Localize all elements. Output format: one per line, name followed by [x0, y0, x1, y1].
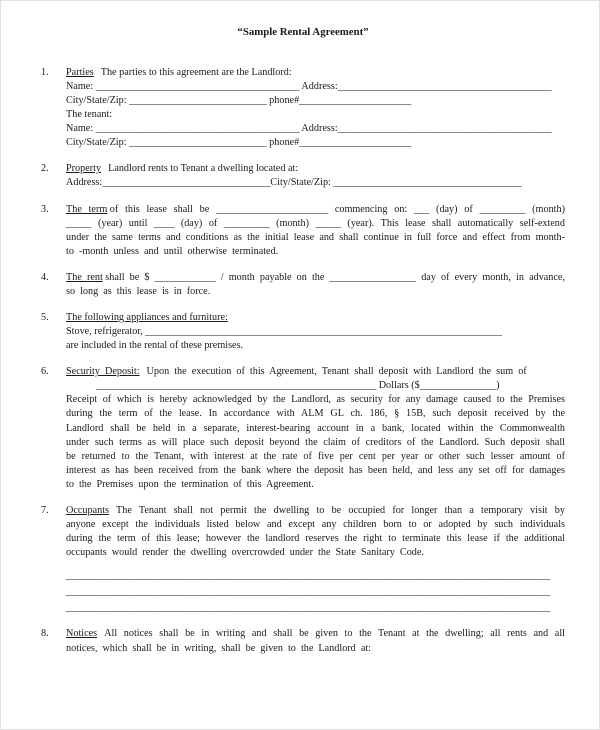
tenant-name-address-blanks: Name: ________________________________________ Address:__________________________________________ — [66, 123, 552, 135]
section-occupants-number: 7. — [41, 504, 49, 516]
section-notices-heading: Notices — [66, 628, 98, 640]
section-rent-body — [66, 271, 565, 299]
rent-paragraph — [66, 271, 565, 299]
appliances-closing-text: are included in the rental of these premises. — [66, 340, 244, 352]
section-appliances-number: 5. — [41, 311, 49, 323]
tenant-label: The tenant: — [66, 109, 113, 121]
deposit-intro-text: Upon the execution of this Agreement, Tenant shall deposit with Landlord the sum of — [146, 366, 527, 378]
section-security-deposit-body — [66, 365, 565, 492]
property-intro-text: Landlord rents to Tenant a dwelling located at: — [108, 163, 299, 175]
deposit-intro-line — [66, 365, 565, 379]
notices-text: All notices shall be in writing and shall be given to the Tenant at the dwelling; all rents and all notices, which shall be in writing, shall be given to the Landlord at: — [66, 628, 565, 654]
section-rent-number: 4. — [41, 271, 49, 283]
occupants-paragraph — [66, 504, 565, 560]
section-appliances-heading: The following appliances and furniture: — [66, 311, 228, 323]
section-parties-heading: Parties — [66, 66, 94, 78]
occupants-blank-line-1: _______________________________________________________________________________________________ — [66, 570, 550, 582]
property-address-blanks: Address:_________________________________City/State/Zip: _____________________________________ — [66, 177, 522, 189]
parties-intro-text: The parties to this agreement are the Landlord: — [100, 66, 292, 78]
landlord-name-address-blanks: Name: ________________________________________ Address:__________________________________________ — [66, 80, 552, 92]
document-title: “Sample Rental Agreement” — [237, 26, 369, 38]
section-property — [41, 162, 565, 190]
parties-intro-line — [66, 66, 565, 80]
section-notices-body — [66, 627, 565, 655]
section-parties-body — [66, 66, 565, 150]
section-occupants — [41, 504, 565, 616]
section-term-body — [66, 203, 565, 259]
section-property-body — [66, 162, 565, 190]
notices-paragraph — [66, 627, 565, 655]
section-notices — [41, 627, 565, 655]
section-notices-number: 8. — [41, 628, 49, 640]
section-occupants-body — [66, 504, 565, 616]
occupants-blank-line-3: _______________________________________________________________________________________________ — [66, 602, 550, 614]
section-parties — [41, 66, 565, 150]
section-property-heading: Property — [66, 163, 102, 175]
section-term-heading: The term — [66, 203, 108, 215]
section-appliances-body — [66, 311, 565, 353]
landlord-city-phone-blanks: City/State/Zip: ___________________________ phone#______________________ — [66, 95, 412, 107]
section-term — [41, 203, 565, 259]
property-intro-line — [66, 162, 565, 176]
section-rent-heading: The rent — [66, 271, 103, 283]
section-term-number: 3. — [41, 203, 49, 215]
section-parties-number: 1. — [41, 66, 49, 78]
occupants-blank-line-2: _______________________________________________________________________________________________ — [66, 586, 550, 598]
section-security-deposit-number: 6. — [41, 366, 49, 378]
rent-text: shall be $ ____________ / month payable on the _________________ day of every month, in advance, so long as this lease is in force. — [66, 271, 565, 297]
occupants-text: The Tenant shall not permit the dwelling to be occupied for longer than a temporary visit by anyone except the individuals listed below and except any children born to or adopted by such individuals during the term of this lease; however the landlord reserves the right to terminate this lease if the additional occupants would render the dwelling overcrowded under the State Sanitary Code. — [66, 504, 565, 559]
section-rent — [41, 271, 565, 299]
section-property-number: 2. — [41, 163, 49, 175]
term-paragraph — [66, 203, 565, 259]
section-security-deposit-heading: Security Deposit: — [66, 366, 140, 378]
section-security-deposit — [41, 365, 565, 492]
section-appliances — [41, 311, 565, 353]
section-occupants-heading: Occupants — [66, 504, 109, 516]
appliances-heading-line — [66, 311, 565, 325]
tenant-city-phone-blanks: City/State/Zip: ___________________________ phone#______________________ — [66, 137, 412, 149]
term-text: of this lease shall be ______________________ commencing on: ___ (day) of _________ (month) _____ (year) until ____ (day) of _________ (month) _____ (year). This lease shall automatically self-extend under the same terms and conditions as the initial lease and shall continue in full force and effect from month- to -month unless and until otherwise terminated. — [66, 203, 565, 257]
appliances-items-blanks: Stove, refrigerator, ______________________________________________________________________ — [66, 326, 502, 338]
deposit-amount-blanks: _______________________________________________________ Dollars ($_______________) — [96, 380, 500, 392]
deposit-terms-paragraph: Receipt of which is hereby acknowledged by the Landlord, as security for any damage caused to the Premises during the term of the lease. In accordance with ALM GL ch. 186, § 15B, such deposit received by the Landlord shall be held in a separate, interest-bearing account in a bank, located within the Commonwealth under such terms as will place such deposit beyond the claim of creditors of the Landlord. Such deposit shall be returned to the Tenant, with interest at the rate of five per cent per year or other such lesser amount of interest as has been received from the bank where the deposit has been held, and less any set off for damages to the Premises upon the termination of this Agreement. — [66, 394, 565, 490]
